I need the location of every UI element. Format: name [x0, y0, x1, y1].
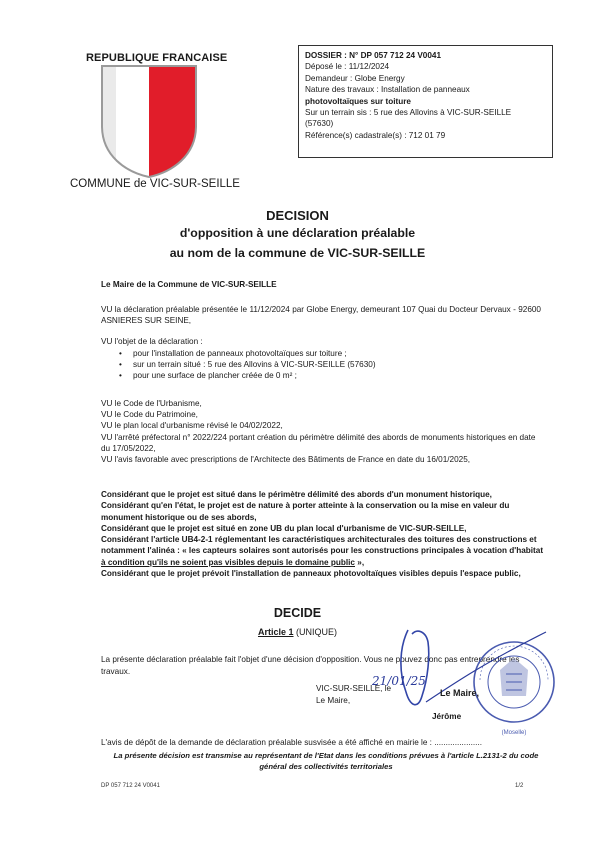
article-text: La présente déclaration préalable fait l'objet d'une décision d'opposition. Vous ne pouvez donc pas entreprendre les travaux. — [101, 655, 520, 676]
vu-item: VU le plan local d'urbanisme révisé le 04/02/2022, — [101, 421, 283, 431]
works-nature: Nature des travaux : Installation de panneaux — [305, 85, 470, 95]
page-number: 1/2 — [515, 783, 524, 789]
mayor-name: Jérôme — [432, 712, 462, 721]
decision-subtitle-1: d'opposition à une déclaration préalable — [179, 226, 416, 240]
vu-item: VU l'arrêté préfectoral n° 2022/224 portant création du périmètre délimité des abords de monuments historiques en date du 17/05/2022, — [101, 432, 536, 453]
land-address: Sur un terrain sis : 5 rue des Allovins à VIC-SUR-SEILLE — [305, 108, 512, 118]
vu-item: VU le Code de l'Urbanisme, — [101, 399, 202, 408]
coat-of-arms-icon — [100, 64, 198, 179]
considerant-end: », — [355, 557, 365, 567]
list-item: • pour une surface de plancher créée de 0 m² ; — [117, 370, 417, 381]
transmission-note: La présente décision est transmise au représentant de l'Etat dans les conditions prévues à l'article L.2131-2 du code général des collectivités territoriales — [113, 751, 539, 771]
vu-list — [101, 398, 546, 465]
commune-name: COMMUNE de VIC-SUR-SEILLE — [70, 178, 240, 190]
le-maire-small: Le Maire, — [316, 696, 351, 705]
place-date-label: VIC-SUR-SEILLE, le — [316, 684, 392, 693]
considerant-item: Considérant que le projet prévoit l'installation de panneaux photovoltaïques visibles depuis l'espace public, — [101, 569, 521, 579]
deposit-date: Déposé le : 11/12/2024 — [305, 62, 390, 72]
dossier-number: DOSSIER : N° DP 057 712 24 V0041 — [305, 51, 442, 60]
article-suffix: (UNIQUE) — [293, 627, 338, 637]
considerants — [101, 489, 546, 579]
considerant-item: Considérant qu'en l'état, le projet est de nature à porter atteinte à la conservation ou la mise en valeur du monument historique ou de ses abords, — [101, 501, 510, 522]
vu-item: VU le Code du Patrimoine, — [101, 410, 198, 420]
republic-heading: REPUBLIQUE FRANCAISE — [86, 52, 228, 64]
cadastral-reference: Référence(s) cadastrale(s) : 712 01 79 — [305, 130, 446, 140]
works-nature-cont: photovoltaïques sur toiture — [305, 96, 411, 106]
decision-subtitle-2: au nom de la commune de VIC-SUR-SEILLE — [169, 246, 426, 260]
objet-bullet-list — [117, 348, 417, 382]
handwritten-date-text: 21/01/25 — [372, 674, 426, 688]
considerant-underlined: à condition qu'ils ne soient pas visibles depuis le domaine public — [101, 557, 355, 567]
vu-declaration: VU la déclaration préalable présentée le 11/12/2024 par Globe Energy, demeurant 107 Quai du Docteur Dervaux - 92600 ASNIERES SUR SEINE, — [101, 305, 541, 326]
decide-heading: DECIDE — [273, 606, 322, 620]
le-maire-signature: Le Maire, — [440, 688, 480, 698]
avis-affichage: L'avis de dépôt de la demande de déclaration préalable susvisée a été affiché en mairie le : ..................... — [101, 738, 482, 747]
considerant-item — [101, 534, 546, 568]
dossier-info-box — [298, 45, 553, 158]
vu-item: VU l'avis favorable avec prescriptions de l'Architecte des Bâtiments de France en date du 16/01/2025, — [101, 455, 471, 465]
list-item: • sur un terrain situé : 5 rue des Allovins à VIC-SUR-SEILLE (57630) — [117, 359, 417, 370]
list-item: • pour l'installation de panneaux photovoltaïques sur toiture ; — [117, 348, 417, 359]
handwritten-date — [368, 674, 442, 702]
article-label: Article 1 — [257, 627, 294, 637]
considerant-item: Considérant que le projet est situé dans le périmètre délimité des abords d'un monument historique, — [101, 490, 492, 499]
considerant-text: Considérant l'article UB4-2-1 réglementant les caractéristiques architecturales des toitures des constructions et notamment l'alinéa : « les capteurs solaires sont autorisés pour les constructions principales à vocation d'habitat — [101, 535, 544, 556]
land-postcode: (57630) — [305, 119, 334, 129]
svg-text:(Moselle): (Moselle) — [501, 730, 527, 736]
considerant-item: Considérant que le projet est situé en zone UB du plan local d'urbanisme de VIC-SUR-SEILLE, — [101, 523, 467, 533]
decision-title: DECISION — [266, 208, 329, 223]
applicant: Demandeur : Globe Energy — [305, 73, 405, 83]
footer-reference: DP 057 712 24 V0041 — [101, 783, 160, 789]
vu-objet: VU l'objet de la déclaration : — [101, 337, 203, 346]
maire-heading: Le Maire de la Commune de VIC-SUR-SEILLE — [101, 280, 277, 289]
